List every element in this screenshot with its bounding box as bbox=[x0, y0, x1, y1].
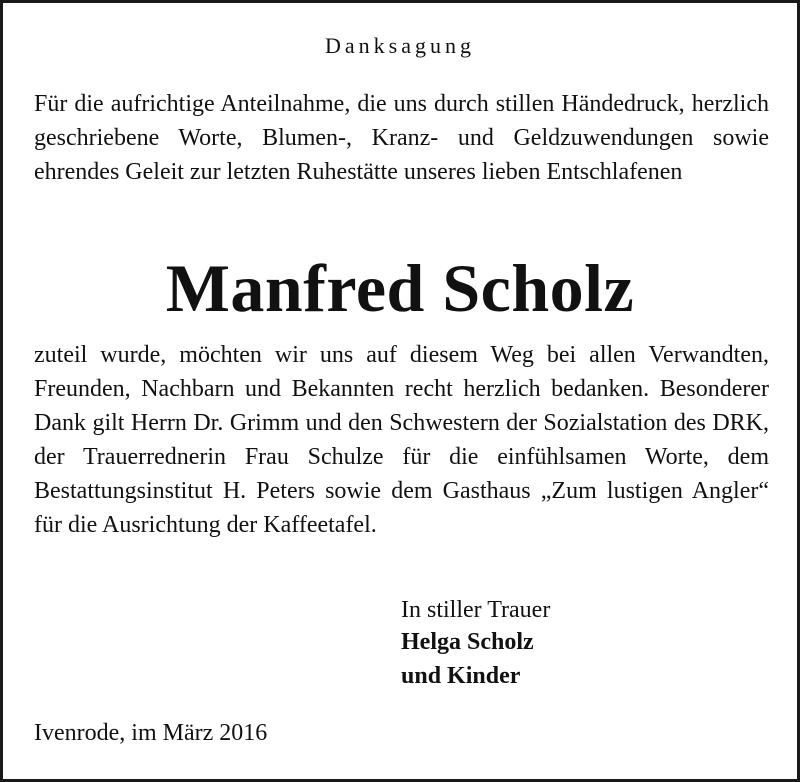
thanks-paragraph: zuteil wurde, möchten wir uns auf diesem Weg bei allen Verwandten, Freunden, Nachbarn und Bekannten recht herzlich bedanken. Besonderer Dank gilt Herrn Dr. Grimm und den Schwestern der Sozialstation des DRK, der Trauerrednerin Frau Schulze für die einfühlsamen Worte, dem Bestattungsinstitut H. Peters sowie dem Gasthaus „Zum lustigen Angler“ für die Ausrichtung der Kaffeetafel. bbox=[34, 342, 769, 538]
signature-name: Helga Scholz bbox=[401, 629, 534, 655]
signature-family: und Kinder bbox=[401, 663, 521, 689]
intro-paragraph: Für die aufrichtige Anteilnahme, die uns durch stillen Händedruck, herzlich geschriebene Worte, Blumen-, Kranz- und Geldzuwendungen sowie ehrendes Geleit zur letzten Ruhestätte unseres lieben Entschlafenen bbox=[34, 91, 769, 185]
place-date: Ivenrode, im März 2016 bbox=[34, 720, 268, 746]
notice-heading: Danksagung bbox=[325, 33, 475, 58]
deceased-name: Manfred Scholz bbox=[165, 250, 635, 326]
signature-intro: In stiller Trauer bbox=[401, 597, 551, 623]
